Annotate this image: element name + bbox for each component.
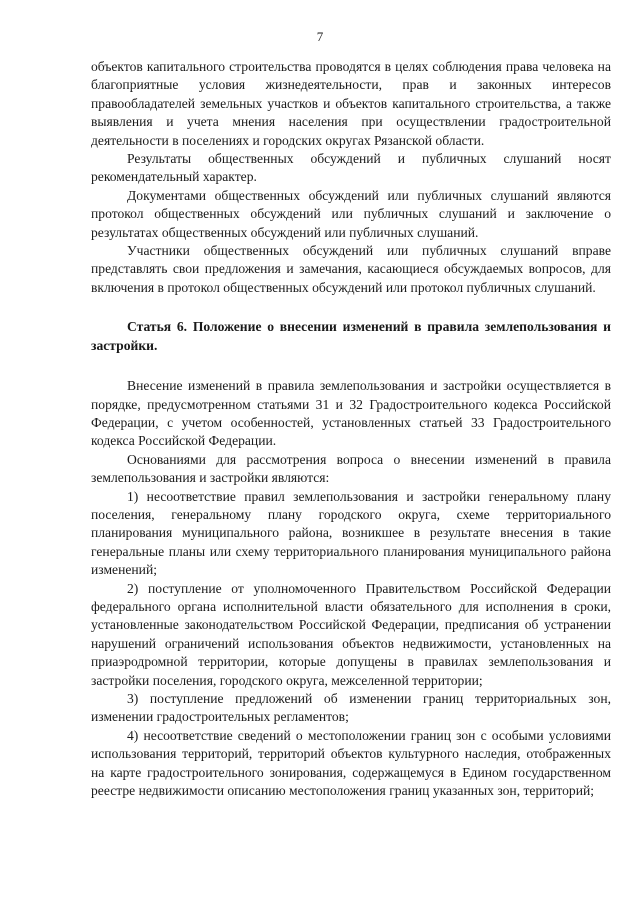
page-number: 7 (316, 29, 324, 44)
paragraph-results-advisory: Результаты общественных обсуждений и публичных слушаний носят рекомендательный характер. (91, 151, 611, 185)
paragraph-continuation: объектов капитального строительства проводятся в целях соблюдения права человека на благоприятные условия жизнедеятельности, прав и законных интересов правообладателей земельных участков и объектов капитального строительства, а также выявления и учета мнения населения при осуществлении градостроительной деятельности в поселениях и городских округах Рязанской области. (91, 59, 611, 148)
article-heading: Статья 6. Положение о внесении изменений в правила землепользования и застройки. (91, 319, 611, 353)
paragraph-amendment-procedure: Внесение изменений в правила землепользования и застройки осуществляется в порядке, предусмотренном статьями 31 и 32 Градостроительного кодекса Российской Федерации, с учетом особенностей, установленных статьей 33 Градостроительного кодекса Российской Федерации. (91, 378, 611, 449)
paragraph-hearing-documents: Документами общественных обсуждений или публичных слушаний являются протокол общественных обсуждений или публичных слушаний и заключение о результатах общественных обсуждений или публичных слушаний. (91, 187, 611, 240)
paragraph-participants-rights: Участники общественных обсуждений или публичных слушаний вправе представлять свои предложения и замечания, касающиеся обсуждаемых вопросов, для включения в протокол общественных обсуждений или протокол публичных слушаний. (91, 243, 611, 295)
list-item-ground-3: 3) поступление предложений об изменении границ территориальных зон, изменении градостроительных регламентов; (91, 691, 611, 725)
list-item-ground-1: 1) несоответствие правил землепользования и застройки генеральному плану поселения, генеральному плану городского округа, схеме территориального планирования муниципального района, возникшее в результате внесения в такие генеральные планы или схему территориального планирования муниципального района изменений; (91, 488, 611, 578)
list-item-ground-2: 2) поступление от уполномоченного Правительством Российской Федерации федерального органа исполнительной власти обязательного для исполнения в сроки, установленные законодательством Российской Федерации, предписания об устранении нарушений ограничений использования объектов недвижимости, установленных на приаэродромной территории, которые допущены в правилах землепользования и застройки поселения, городского округа, межселенной территории; (91, 580, 611, 688)
paragraph-grounds-intro: Основаниями для рассмотрения вопроса о внесении изменений в правила землепользования и застройки являются: (91, 451, 611, 486)
list-item-ground-4: 4) несоответствие сведений о местоположении границ зон с особыми условиями использования территорий, территорий объектов культурного наследия, отображенных на карте градостроительного зонирования, содержащемуся в Едином государственном реестре недвижимости описанию местоположения границ указанных зон, территорий; (91, 727, 611, 799)
document-body (91, 58, 611, 800)
